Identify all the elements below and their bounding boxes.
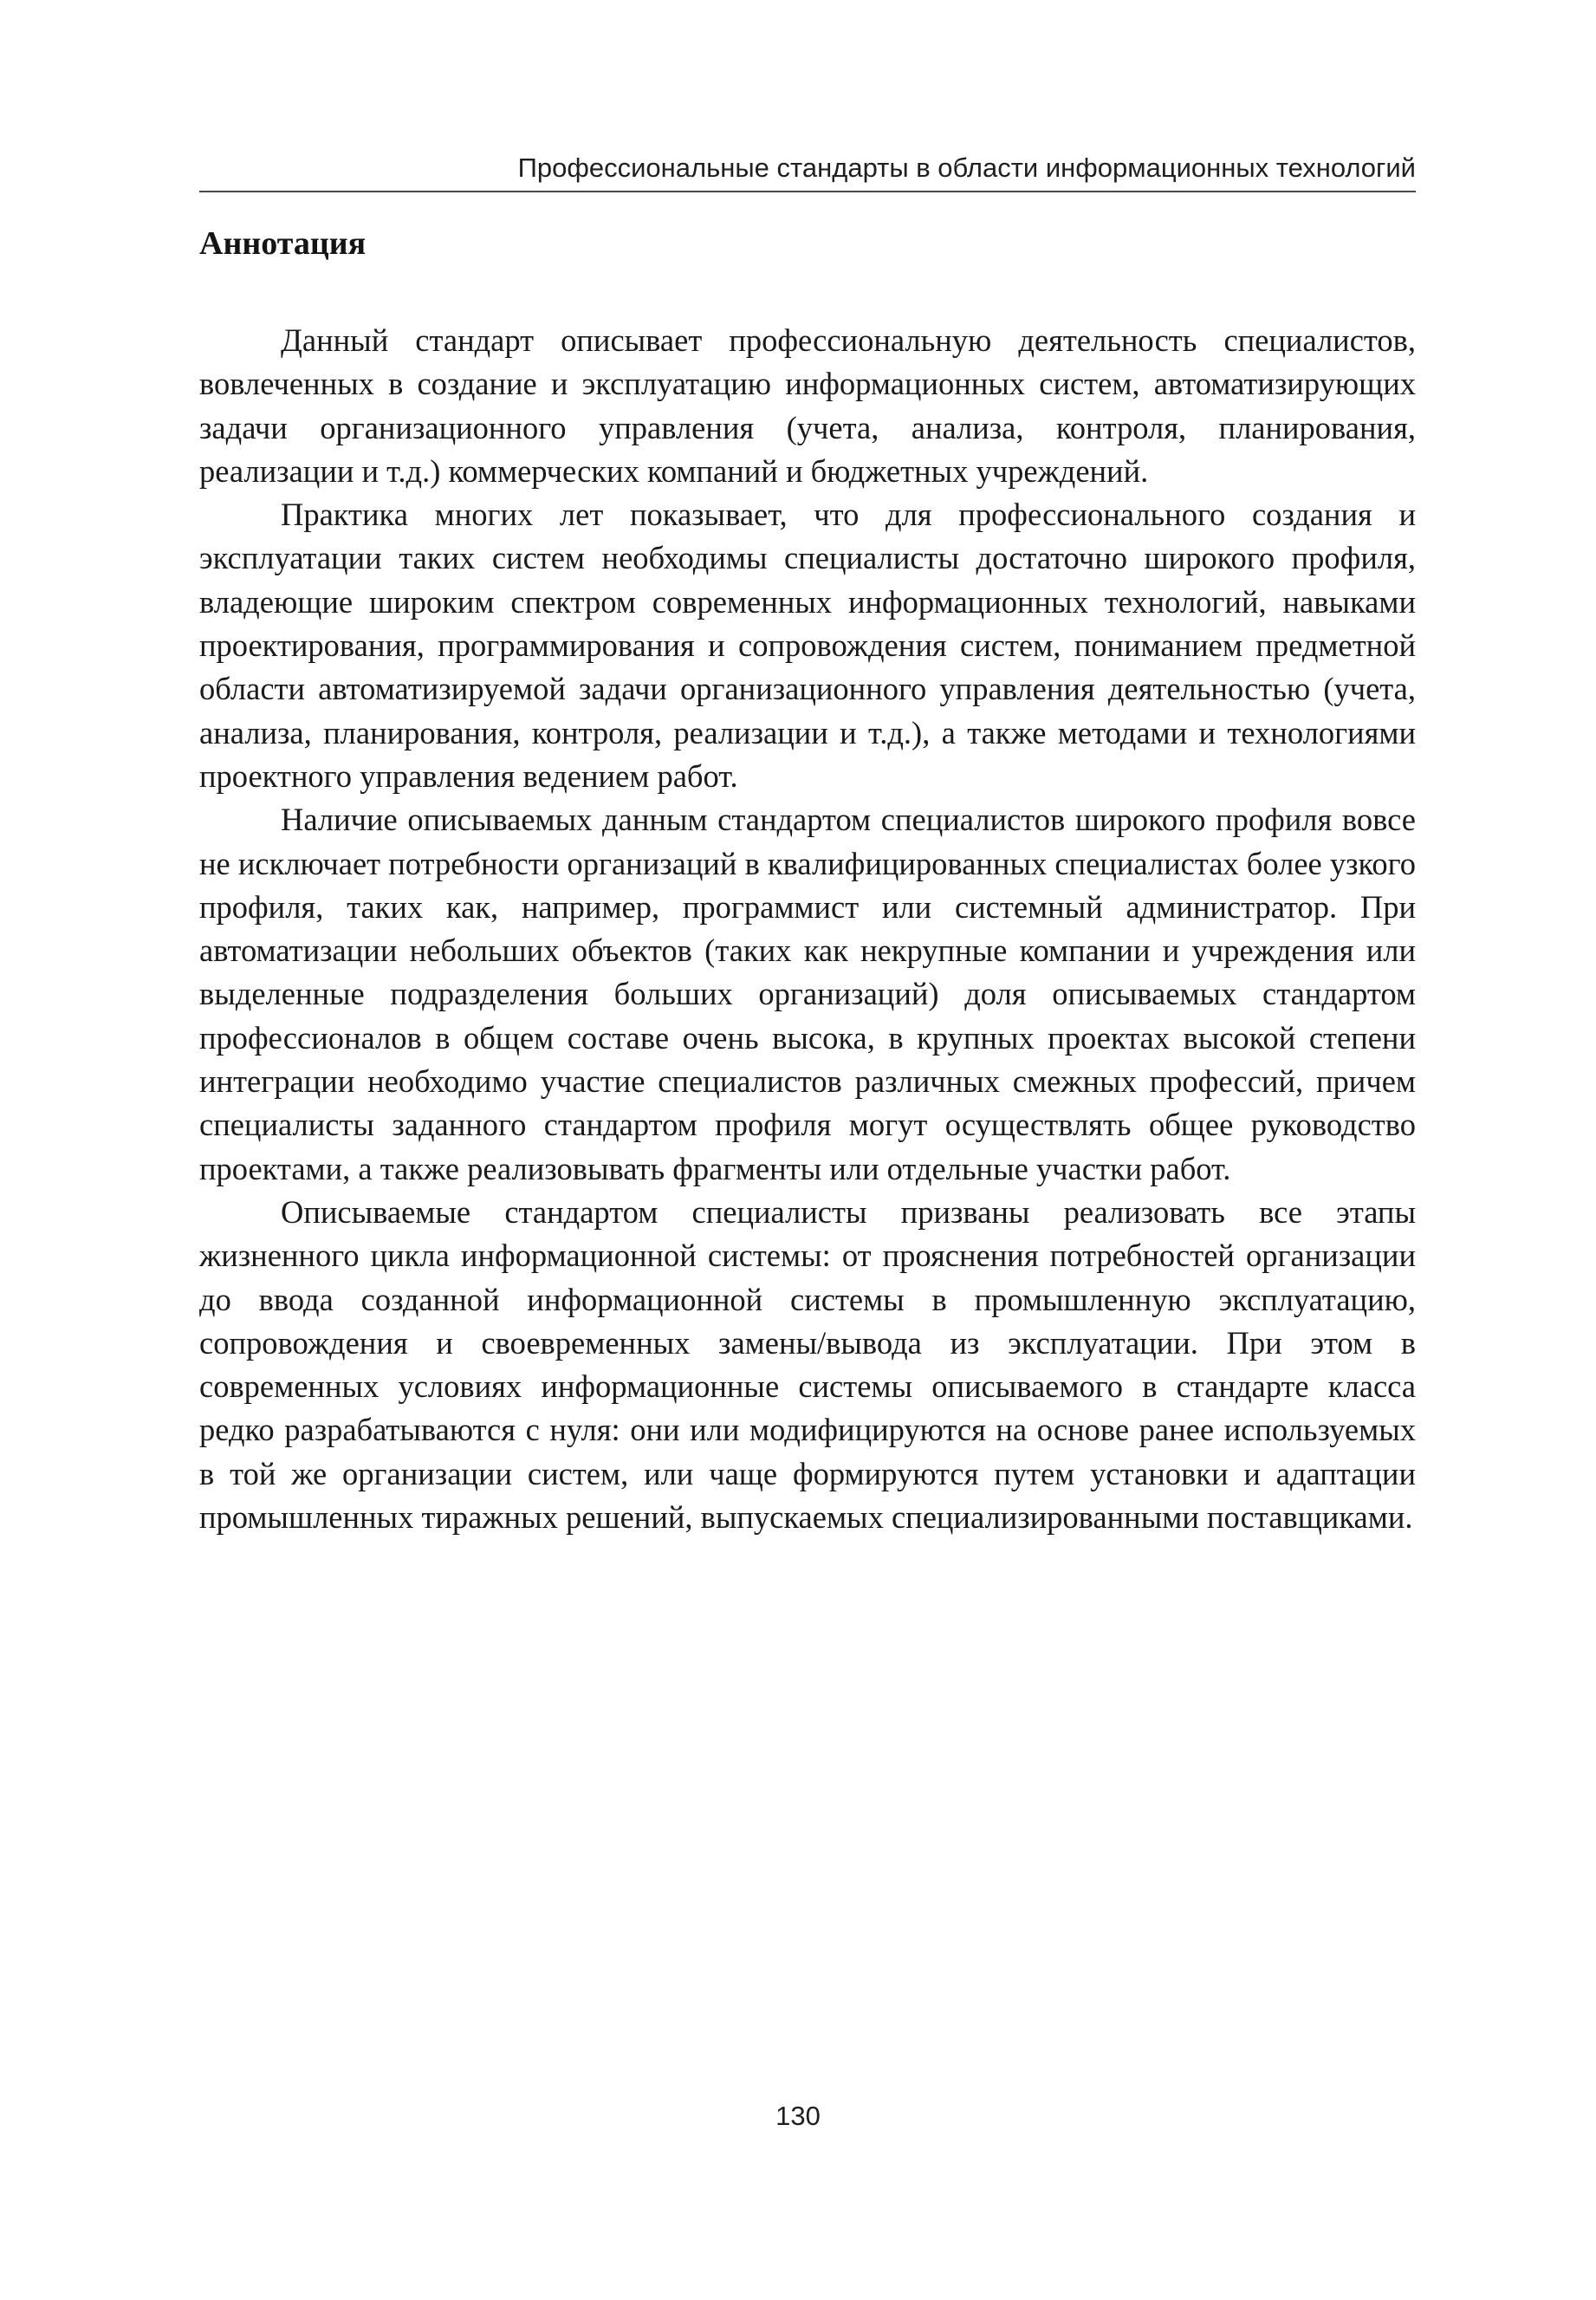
- paragraph-1: Данный стандарт описывает профессиональную деятельность специалистов, вовлеченных в создание и эксплуатацию информационных систем, автоматизирующих задачи организационного управления (учета, анализа, контроля, планирования, реализации и т.д.) коммерческих компаний и бюджетных учреждений.: [199, 322, 1416, 489]
- annotation-body: [199, 319, 1416, 1539]
- section-title: Аннотация: [199, 225, 367, 262]
- paragraph-2: Практика многих лет показывает, что для профессионального создания и эксплуатации таких систем необходимы специалисты достаточно широкого профиля, владеющие широким спектром современных информационных технологий, навыками проектирования, программирования и сопровождения систем, пониманием предметной области автоматизируемой задачи организационного управления деятельностью (учета, анализа, планирования, контроля, реализации и т.д.), а также методами и технологиями проектного управления ведением работ.: [199, 497, 1416, 794]
- paragraph-4: Описываемые стандартом специалисты призваны реализовать все этапы жизненного цикла информационной системы: от прояснения потребностей организации до ввода созданной информационной системы в промышленную эксплуатацию, сопровождения и своевременных замены/вывода из эксплуатации. При этом в современных условиях информационные системы описываемого в стандарте класса редко разрабатываются с нуля: они или модифицируются на основе ранее используемых в той же организации систем, или чаще формируются путем установки и адаптации промышленных тиражных решений, выпускаемых специализированными поставщиками.: [199, 1193, 1416, 1536]
- paragraph-3: Наличие описываемых данным стандартом специалистов широкого профиля вовсе не исключает потребности организаций в квалифицированных специалистах более узкого профиля, таких как, например, программист или системный администратор. При автоматизации небольших объектов (таких как некрупные компании и учреждения или выделенные подразделения больших организаций) доля описываемых стандартом профессионалов в общем составе очень высока, в крупных проектах высокой степени интеграции необходимо участие специалистов различных смежных профессий, причем специалисты заданного стандартом профиля могут осуществлять общее руководство проектами, а также реализовывать фрагменты или отдельные участки работ.: [199, 802, 1416, 1186]
- page-number: 130: [775, 2101, 821, 2131]
- running-header: Профессиональные стандарты в области информационных технологий: [199, 146, 1416, 192]
